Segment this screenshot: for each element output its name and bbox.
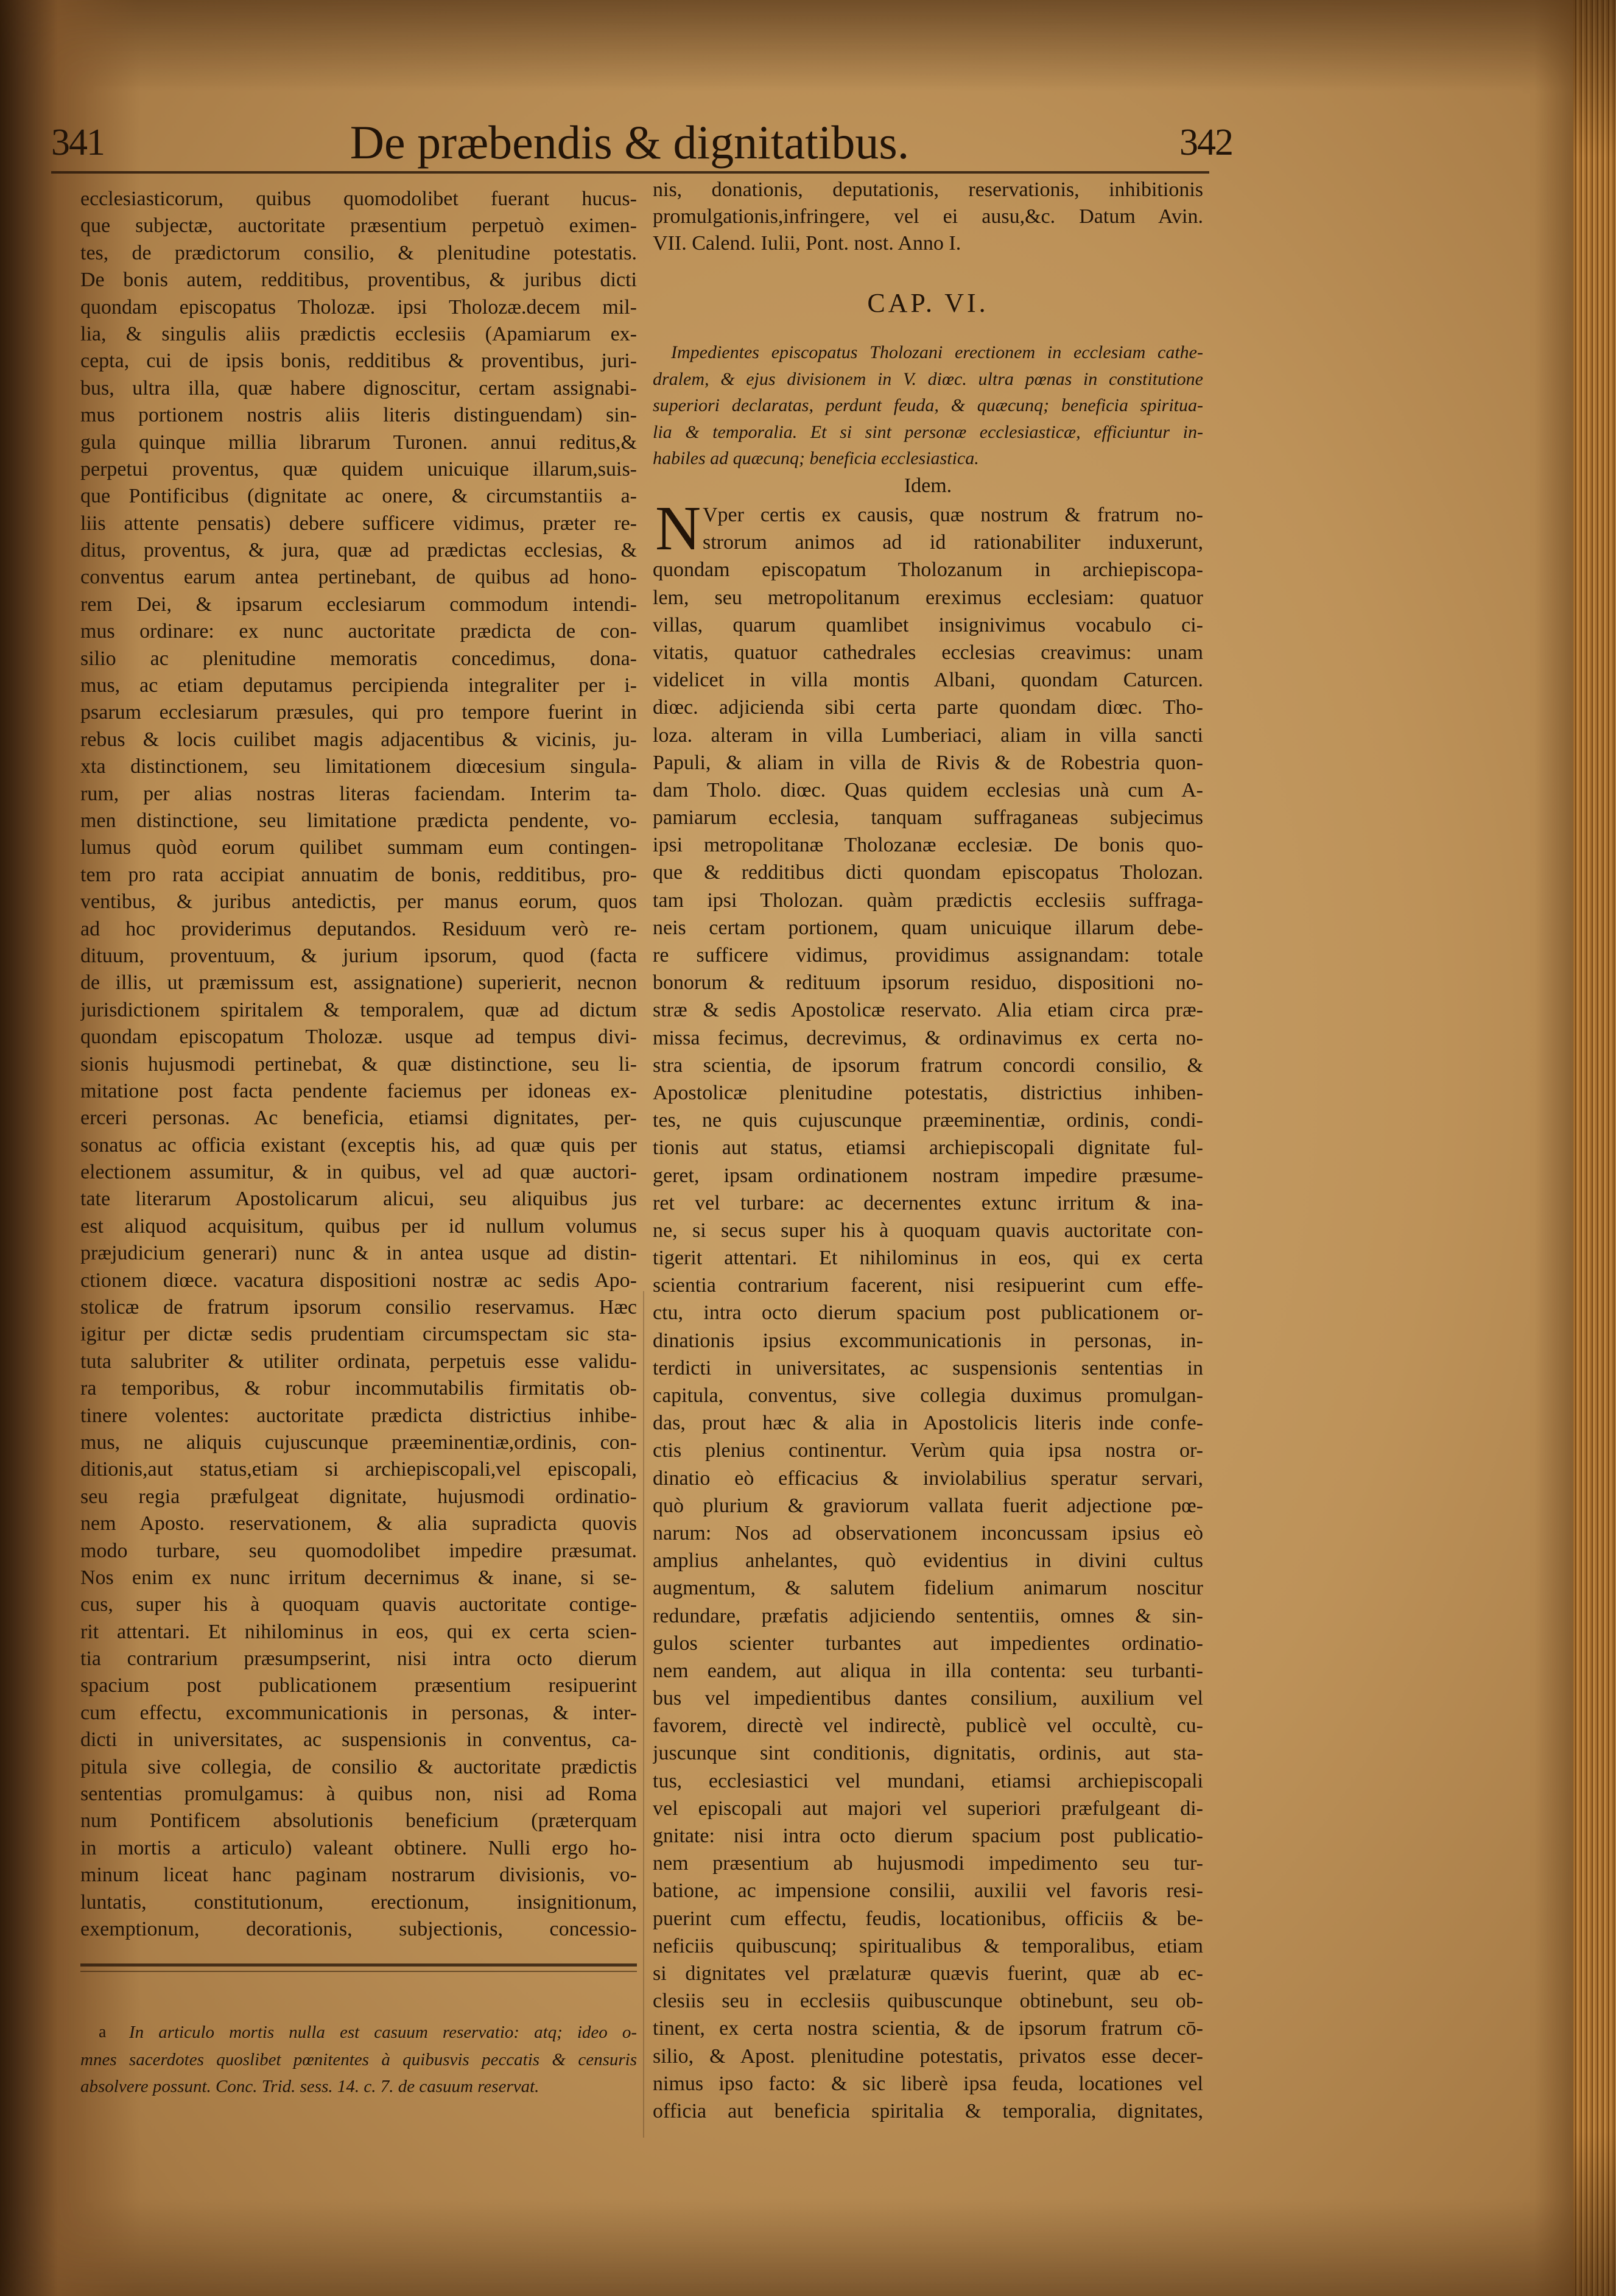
body-line: Apostolicæ plenitudine potestatis, districtius inhiben-: [653, 1081, 1203, 1104]
left-column-line: rit attentari. Et nihilominus in eos, qui ex certa scien-: [80, 1620, 637, 1643]
left-column-line: silio ac plenitudine memoratis concedimus, dona-: [80, 647, 637, 670]
body-line: clesiis seu in ecclesiis quibuscunque obtinebunt, seu ob-: [653, 1990, 1203, 2013]
body-line: puerint cum effectu, feudis, locationibus, officiis & be-: [653, 1907, 1203, 1930]
body-line: nimus ipso facto: & sic liberè ipsa feuda, locationes vel: [653, 2072, 1203, 2095]
summary-line: dralem, & ejus divisionem in V. diœc. ultra pœnas in constitutione: [653, 368, 1203, 389]
body-line: Papuli, & aliam in villa de Rivis & de Robestria quon-: [653, 751, 1203, 774]
body-line: ne, si secus super his à quoquam quavis auctoritate con-: [653, 1219, 1203, 1242]
left-column-line: tia contrarium præsumpserint, nisi intra octo dierum: [80, 1647, 637, 1671]
body-line: diœc. adjicienda sibi certa parte quondam diœc. Tho-: [653, 696, 1203, 719]
body-line: augmentum, & salutem fidelium animarum noscitur: [653, 1577, 1203, 1600]
summary-line: Impedientes episcopatus Tholozani erectionem in ecclesiam cathe-: [671, 342, 1203, 362]
body-line: officia aut beneficia spiritalia & temporalia, dignitates,: [653, 2099, 1203, 2122]
left-column-line: mitatione post facta pendente faciemus per idoneas ex-: [80, 1079, 637, 1102]
body-line: tus, ecclesiastici vel mundani, etiamsi archiepiscopali: [653, 1769, 1203, 1792]
continuation-line: nis, donationis, deputationis, reservationis, inhibitionis: [653, 178, 1203, 201]
left-column-line: men distinctione, seu limitatione prædicta pendente, vo-: [80, 809, 637, 832]
body-line: videlicet in villa montis Albani, quondam Caturcen.: [653, 669, 1203, 692]
body-line: nem eandem, aut aliqua in illa contenta: seu turbanti-: [653, 1659, 1203, 1682]
body-line: strorum animos ad id rationabiliter induxerunt,: [703, 531, 1203, 554]
body-line: dam Tholo. diœc. Quas quidem ecclesias unà cum A-: [653, 778, 1203, 801]
page-number-right: 342: [1179, 122, 1232, 163]
left-column-line: stolicæ de fratrum ipsorum consilio reservamus. Hæc: [80, 1296, 637, 1319]
body-line: re sufficere vidimus, providimus assignandam: totale: [653, 944, 1203, 967]
body-line: que & redditibus dicti quondam episcopatus Tholozan.: [653, 861, 1203, 884]
left-column-line: erceri personas. Ac beneficia, etiamsi dignitates, per-: [80, 1107, 637, 1130]
body-line: lem, seu metropolitanum ereximus ecclesiam: quatuor: [653, 586, 1203, 609]
continuation-text: [653, 177, 1203, 257]
left-column: [80, 186, 637, 1943]
left-column-line: tes, de prædictorum consilio, & plenitudine potestatis.: [80, 241, 637, 264]
body-line: stra scientia, de ipsorum fratrum concordi consilio, &: [653, 1054, 1203, 1077]
left-column-line: mus, ac etiam deputamus percipienda integraliter per i-: [80, 674, 637, 697]
footnote-rule-thin: [80, 1971, 637, 1972]
left-column-line: ditus, proventus, & jura, quæ ad prædictas ecclesias, &: [80, 539, 637, 562]
footnote-line: absolvere possunt. Conc. Trid. sess. 14. c. 7. de casuum reservat.: [80, 2077, 539, 2096]
left-column-line: tate literarum Apostolicarum alicui, seu aliquibus jus: [80, 1188, 637, 1211]
left-column-line: De bonis autem, redditibus, proventibus, & juribus dicti: [80, 269, 637, 292]
body-line: tigerit attentari. Et nihilominus in eos, qui ex certa: [653, 1247, 1203, 1270]
body-line: vel episcopali aut majori vel superiori præfulgeant di-: [653, 1797, 1203, 1820]
left-column-line: bus, ultra illa, quæ habere dignoscitur, certam assignabi-: [80, 376, 637, 400]
left-column-line: rum, per alias nostras literas faciendam. Interim ta-: [80, 782, 637, 805]
left-column-line: quondam episcopatus Tholozæ. ipsi Tholozæ.decem mil-: [80, 295, 637, 319]
body-line: neis certam portionem, quam unicuique illarum debe-: [653, 916, 1203, 939]
body-line: Vper certis ex causis, quæ nostrum & fratrum no-: [703, 504, 1203, 526]
body-line: redundare, præfatis adjiciendo sententiis, omnes & sin-: [653, 1604, 1203, 1627]
left-column-line: lia, & singulis aliis prædictis ecclesiis (Apamiarum ex-: [80, 322, 637, 345]
body-line: dinationis ipsius excommunicationis in personas, in-: [653, 1329, 1203, 1352]
body-line: quondam episcopatum Tholozanum in archiepiscopa-: [653, 558, 1203, 582]
body-line: ipsi metropolitanæ Tholozanæ ecclesiæ. De bonis quo-: [653, 834, 1203, 857]
summary-line: lia & temporalia. Et si sint personæ ecclesiasticæ, efficiuntur in-: [653, 421, 1203, 442]
left-column-line: mus portionem nostris aliis literis distinguendam) sin-: [80, 404, 637, 427]
left-column-line: modo turbare, seu quomodolibet impedire præsumat.: [80, 1539, 637, 1562]
page-edges: [1573, 0, 1616, 2296]
left-column-line: tuta salubriter & utiliter ordinata, perpetuis esse validu-: [80, 1350, 637, 1373]
left-column-line: gula quinque millia librarum Turonen. annui reditus,&: [80, 431, 637, 454]
left-column-line: electionem assumitur, & in quibus, vel ad quæ auctori-: [80, 1161, 637, 1184]
body-line: gnitate: nisi intra octo dierum spacium post publicatio-: [653, 1825, 1203, 1847]
body-line: loza. alteram in villa Lumberiaci, aliam in villa sancti: [653, 724, 1203, 747]
body-line: quò plurium & graviorum vallata fuerit adjectione pœ-: [653, 1494, 1203, 1517]
left-column-line: conventus earum antea pertinebant, de quibus ad hono-: [80, 566, 637, 589]
body-line: narum: Nos ad observationem inconcussam ipsius eò: [653, 1521, 1203, 1544]
attribution: Idem.: [904, 474, 952, 497]
chapter-body: [653, 493, 1203, 2125]
column-rule: [643, 1291, 644, 2138]
chapter-heading: CAP. VI.: [867, 288, 989, 318]
left-column-line: minum liceat hanc paginam nostrarum divisionis, vo-: [80, 1864, 637, 1887]
left-column-line: spacium post publicationem præsentium resipuerint: [80, 1674, 637, 1697]
left-column-line: perpetui proventus, quæ quidem unicuique illarum,suis-: [80, 457, 637, 481]
body-line: tinent, ex certa nostra scientia, & de ipsorum fratrum cō-: [653, 2017, 1203, 2040]
left-column-line: ra temporibus, & robur incommutabilis firmitatis ob-: [80, 1377, 637, 1400]
body-line: batione, ac impensione consilii, auxilii vel favoris resi-: [653, 1879, 1203, 1903]
left-column-line: mus ordinare: ex nunc auctoritate prædicta de con-: [80, 620, 637, 643]
left-column-line: luntatis, constitutionum, erectionum, insignitionum,: [80, 1890, 637, 1914]
left-column-line: de illis, ut præmissum est, assignatione) superierit, necnon: [80, 971, 637, 995]
body-line: gulos scienter turbantes aut impedientes ordinatio-: [653, 1632, 1203, 1655]
left-column-line: cum effectu, excommunicationis in personas, & inter-: [80, 1701, 637, 1724]
left-column-line: xta distinctionem, seu limitationem diœcesium singula-: [80, 755, 637, 778]
body-line: pamiarum ecclesia, tanquam suffraganeas subjecimus: [653, 806, 1203, 829]
summary-line: habiles ad quæcunq; beneficia ecclesiastica.: [653, 448, 979, 468]
left-column-line: dituum, proventuum, & jurium ipsorum, quod (facta: [80, 944, 637, 967]
body-line: nem præsentium ab hujusmodi impedimento seu tur-: [653, 1852, 1203, 1875]
body-line: ctis plenius continentur. Verùm quia ipsa nostra or-: [653, 1439, 1203, 1462]
left-column-line: rem Dei, & ipsarum ecclesiarum commodum intendi-: [80, 593, 637, 616]
body-line: capitula, conventus, sive collegia duximus promulgan-: [653, 1384, 1203, 1407]
left-column-line: ditionis,aut status,etiam si archiepiscopali,vel episcopali,: [80, 1458, 637, 1481]
body-line: dinatio eò efficacius & inviolabilius speratur servari,: [653, 1467, 1203, 1490]
body-line: juscunque sint conditionis, dignitatis, ordinis, aut sta-: [653, 1742, 1203, 1765]
body-line: neficiis quibuscunq; spiritualibus & temporalibus, etiam: [653, 1934, 1203, 1957]
body-line: terdicti in universitates, ac suspensionis sententias in: [653, 1356, 1203, 1379]
summary-line: superiori declaratas, perdunt feuda, & quæcunq; beneficia spiritua-: [653, 395, 1203, 415]
left-column-line: cepta, cui de ipsis bonis, redditibus & proventibus, juri-: [80, 350, 637, 373]
body-line: ret vel turbare: ac decernentes extunc irritum & ina-: [653, 1191, 1203, 1214]
left-column-line: seu regia præfulgeat dignitate, hujusmodi ordinatio-: [80, 1485, 637, 1508]
left-column-line: sionis hujusmodi pertinebat, & quæ distinctione, seu li-: [80, 1052, 637, 1076]
left-column-line: exemptionum, decorationis, subjectionis, concessio-: [80, 1918, 637, 1940]
left-column-line: igitur per dictæ sedis prudentiam circumspectam sic sta-: [80, 1323, 637, 1346]
left-column-line: jurisdictionem spiritalem & temporalem, quæ ad dictum: [80, 998, 637, 1021]
left-column-line: ventibus, & juribus antedictis, per manus eorum, quos: [80, 890, 637, 914]
left-column-line: que subjectæ, auctoritate præsentium perpetuò eximen-: [80, 214, 637, 238]
footnote: [80, 2019, 637, 2101]
body-line: das, prout hæc & alia in Apostolicis literis inde confe-: [653, 1412, 1203, 1435]
body-line: tam ipsi Tholozan. quàm prædictis ecclesiis suffraga-: [653, 889, 1203, 912]
left-column-line: est aliquod acquisitum, quibus per id nullum volumus: [80, 1214, 637, 1238]
left-column-line: sententias promulgamus: à quibus non, nisi ad Roma: [80, 1783, 637, 1806]
left-column-line: in mortis a articulo) valeant obtinere. Nulli ergo ho-: [80, 1836, 637, 1859]
footnote-marker: a: [99, 2023, 107, 2041]
body-line: favorem, directè vel indirectè, publicè vel occultè, cu-: [653, 1714, 1203, 1738]
footnote-line: mnes sacerdotes quoslibet pœnitentes à quibusvis peccatis & censuris: [80, 2049, 637, 2069]
left-column-line: præjudicium generari) nunc & in antea usque ad distin-: [80, 1242, 637, 1265]
body-line: silio, & Apost. plenitudine potestatis, privatos esse decer-: [653, 2044, 1203, 2068]
footnote-rule: [80, 1963, 637, 1967]
left-column-line: pitula sive collegia, de consilio & auctoritate prædictis: [80, 1755, 637, 1778]
left-column-line: ad hoc providerimus deputandos. Residuum verò re-: [80, 917, 637, 940]
left-column-line: lumus quòd eorum quilibet summam eum contingen-: [80, 836, 637, 859]
page-curl-shadow: [1534, 0, 1573, 2296]
left-column-line: sonatus ac officia existant (exceptis his, ad quæ quis per: [80, 1133, 637, 1157]
body-line: vitatis, quatuor cathedrales ecclesias creavimus: unam: [653, 641, 1203, 664]
continuation-line: promulgationis,infringere, vel ei ausu,&c. Datum Avin.: [653, 205, 1203, 228]
left-column-line: Nos enim ex nunc irritum decernimus & inane, si se-: [80, 1566, 637, 1589]
left-column-line: mus, ne aliquis cujuscunque præeminentiæ,ordinis, con-: [80, 1431, 637, 1454]
chapter-summary: [653, 339, 1203, 472]
body-line: bus vel impedientibus dantes consilium, auxilium vel: [653, 1687, 1203, 1710]
body-line: stræ & sedis Apostolicæ reservato. Alia etiam circa præ-: [653, 999, 1203, 1022]
left-column-line: ecclesiasticorum, quibus quomodolibet fuerant hucus-: [80, 188, 637, 210]
left-column-line: tem pro rata accipiat annuatim de bonis, redditibus, pro-: [80, 863, 637, 886]
body-line: missa fecimus, decrevimus, & ordinavimus ex certa no-: [653, 1026, 1203, 1049]
left-column-line: psarum ecclesiarum præsules, qui pro tempore fuerint in: [80, 701, 637, 724]
body-line: scientia contrarium facerent, nisi resipuerint cum effe-: [653, 1274, 1203, 1297]
left-column-line: num Pontificem absolutionis beneficium (præterquam: [80, 1809, 637, 1833]
body-line: tes, ne quis cujuscunque præeminentiæ, ordinis, condi-: [653, 1109, 1203, 1132]
left-column-line: tinere volentes: auctoritate prædicta districtius inhibe-: [80, 1404, 637, 1427]
left-column-line: liis attente pensatis) debere sufficere vidimus, præter re-: [80, 512, 637, 535]
running-title: De præbendis & dignitatibus.: [350, 116, 910, 169]
left-column-line: rebus & locis cuilibet magis adjacentibus & vicinis, ju-: [80, 728, 637, 751]
body-line: geret, ipsam ordinationem nostram impedire præsume-: [653, 1164, 1203, 1187]
body-line: tionis aut status, etiamsi archiepiscopali dignitate ful-: [653, 1136, 1203, 1160]
footnote-line: In articulo mortis nulla est casuum reservatio: atq; ideo o-: [129, 2023, 637, 2042]
continuation-line: VII. Calend. Iulii, Pont. nost. Anno I.: [653, 232, 961, 255]
left-column-line: dicti in universitates, ac suspensionis in conventus, ca-: [80, 1728, 637, 1752]
left-column-line: que Pontificibus (dignitate ac onere, & circumstantiis a-: [80, 485, 637, 508]
body-line: si dignitates vel prælaturæ quævis fuerint, quæ ab ec-: [653, 1962, 1203, 1985]
drop-cap: N: [655, 493, 701, 563]
body-line: amplius anhelantes, quò evidentius in divini cultus: [653, 1549, 1203, 1572]
body-line: villas, quarum quamlibet insignivimus vocabulo ci-: [653, 613, 1203, 636]
left-column-line: cus, super his à quoquam quavis auctoritate contige-: [80, 1593, 637, 1616]
left-column-line: nem Aposto. reservationem, & alia supradicta quovis: [80, 1512, 637, 1535]
page-number-left: 341: [51, 122, 104, 163]
body-line: bonorum & redituum ipsorum residuo, dispositioni no-: [653, 971, 1203, 995]
body-line: ctu, intra octo dierum spacium post publicationem or-: [653, 1301, 1203, 1325]
left-column-line: ctionem diœce. vacatura dispositioni nostræ ac sedis Apo-: [80, 1269, 637, 1292]
left-column-line: quondam episcopatum Tholozæ. usque ad tempus divi-: [80, 1026, 637, 1049]
header-rule: [51, 171, 1209, 174]
